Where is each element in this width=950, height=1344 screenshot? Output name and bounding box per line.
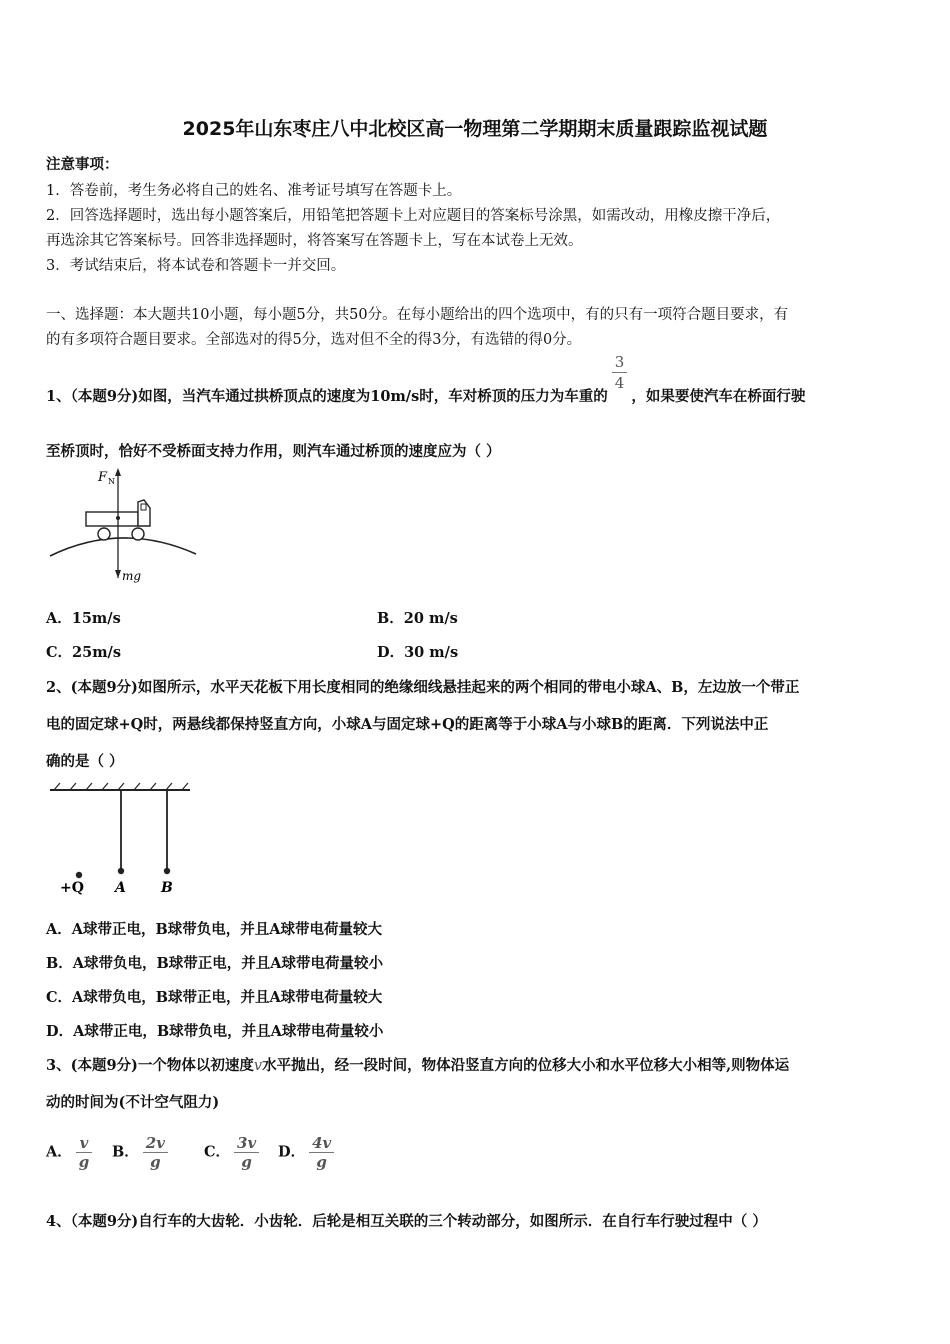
fraction-denominator: g (78, 1153, 90, 1171)
q2-option-a[interactable]: A．A球带正电，B球带负电，并且A球带电荷量较大 (46, 921, 383, 938)
q1-fraction-numerator: 3 (614, 353, 625, 371)
q1-option-d[interactable]: D．30 m/s (377, 644, 459, 661)
ball-a (118, 868, 124, 874)
label-b: B (161, 880, 173, 896)
fixed-charge-q (76, 872, 82, 878)
q3-option-a[interactable] (46, 1134, 96, 1171)
q3-option-fraction (234, 1134, 259, 1171)
q2-option-c[interactable]: C．A球带负电，B球带正电，并且A球带电荷量较大 (46, 989, 383, 1006)
truck-bed (86, 512, 138, 526)
q3-stem-text: 3、(本题9分)一个物体以初速度 (46, 1057, 254, 1074)
notice-heading: 注意事项： (46, 156, 119, 173)
fraction-denominator: g (150, 1153, 161, 1171)
fraction-numerator: 4v (312, 1134, 332, 1152)
ceiling-hatching (54, 783, 188, 790)
q4-stem-line1: 4、（本题9分)自行车的大齿轮．小齿轮．后轮是相互关联的三个转动部分，如图所示．在自行车行驶过程中（ ） (46, 1213, 767, 1230)
q3-option-b[interactable] (112, 1134, 172, 1171)
notice-item: 2．回答选择题时，选出每小题答案后，用铅笔把答题卡上对应题目的答案标号涂黑，如需改动，用橡皮擦干净后， (46, 208, 781, 224)
q2-charged-balls-figure (46, 778, 196, 898)
q3-velocity-var: v (253, 1058, 263, 1074)
bridge-arc (50, 538, 196, 556)
q1-stem-line2: 至桥顶时，恰好不受桥面支持力作用，则汽车通过桥顶的速度应为（ ） (46, 443, 501, 460)
q3-stem-line2: 动的时间为(不计空气阻力) (46, 1094, 220, 1111)
q3-option-fraction (143, 1134, 168, 1171)
center-of-mass-dot (116, 516, 120, 520)
section-instructions-line: 的有多项符合题目要求。全部选对的得5分，选对但不全的得3分，有选错的得0分。 (46, 332, 582, 348)
q2-stem-line3: 确的是（ ） (46, 753, 124, 770)
truck-wheel (98, 528, 110, 540)
notice-item: 1．答卷前，考生务必将自己的姓名、准考证号填写在答题卡上。 (46, 183, 462, 199)
gravity-arrow (115, 570, 121, 578)
q3-option-d[interactable] (278, 1134, 338, 1171)
q2-stem-line2: 电的固定球+Q时，两悬线都保持竖直方向，小球A与固定球+Q的距离等于小球A与小球B的距离．下列说法中正 (46, 716, 769, 733)
label-fn: F (98, 470, 108, 485)
q1-stem-text: 1、（本题9分)如图，当汽车通过拱桥顶点的速度为10m/s时，车对桥顶的压力为车重的 (46, 387, 608, 405)
fraction-numerator: 2v (145, 1134, 165, 1152)
q3-option-label: D． (278, 1143, 306, 1161)
label-a: A (115, 880, 126, 896)
notice-item: 再选涂其它答案标号。回答非选择题时，将答案写在答题卡上，写在本试卷上无效。 (46, 233, 583, 249)
q3-option-fraction (76, 1134, 93, 1171)
normal-force-arrow (115, 468, 121, 476)
label-fn-subscript: N (108, 477, 115, 486)
fraction-denominator: g (316, 1153, 327, 1171)
ball-b (164, 868, 170, 874)
q2-option-b[interactable]: B．A球带负电，B球带正电，并且A球带电荷量较小 (46, 955, 384, 972)
q3-option-label: A． (46, 1143, 72, 1161)
q1-fraction (612, 352, 628, 393)
q2-stem-line1: 2、(本题9分)如图所示，水平天花板下用长度相同的绝缘细线悬挂起来的两个相同的带电小球A、B，左边放一个带正 (46, 679, 800, 696)
q1-bridge-car-figure (46, 466, 206, 586)
label-plus-q: +Q (60, 880, 84, 896)
q2-option-d[interactable]: D．A球带正电，B球带负电，并且A球带电荷量较小 (46, 1023, 384, 1040)
q1-stem-line1 (46, 352, 806, 405)
truck-wheel (132, 528, 144, 540)
q3-option-label: C． (204, 1143, 231, 1161)
q1-stem-text-end: ，如果要使汽车在桥面行驶 (631, 387, 806, 405)
notice-item: 3．考试结束后，将本试卷和答题卡一并交回。 (46, 258, 346, 274)
q3-option-fraction (309, 1134, 334, 1171)
q3-option-c[interactable] (204, 1134, 263, 1171)
q3-stem-line1 (46, 1054, 789, 1075)
page-title: 2025年山东枣庄八中北校区高一物理第二学期期末质量跟踪监视试题 (182, 118, 768, 140)
q1-option-a[interactable]: A．15m/s (46, 610, 121, 627)
fraction-numerator: 3v (237, 1134, 257, 1152)
q1-option-b[interactable]: B．20 m/s (377, 610, 458, 627)
label-mg: mg (122, 569, 142, 583)
q1-fraction-denominator: 4 (614, 374, 625, 392)
q1-option-c[interactable]: C．25m/s (46, 644, 122, 661)
q3-option-label: B． (112, 1143, 139, 1161)
q3-stem-text-end: 水平抛出，经一段时间，物体沿竖直方向的位移大小和水平位移大小相等,则物体运 (262, 1057, 790, 1074)
section-instructions-line: 一、选择题：本大题共10小题，每小题5分，共50分。在每小题给出的四个选项中，有的只有一项符合题目要求，有 (46, 307, 789, 323)
fraction-numerator: v (79, 1134, 89, 1152)
fraction-denominator: g (241, 1153, 252, 1171)
